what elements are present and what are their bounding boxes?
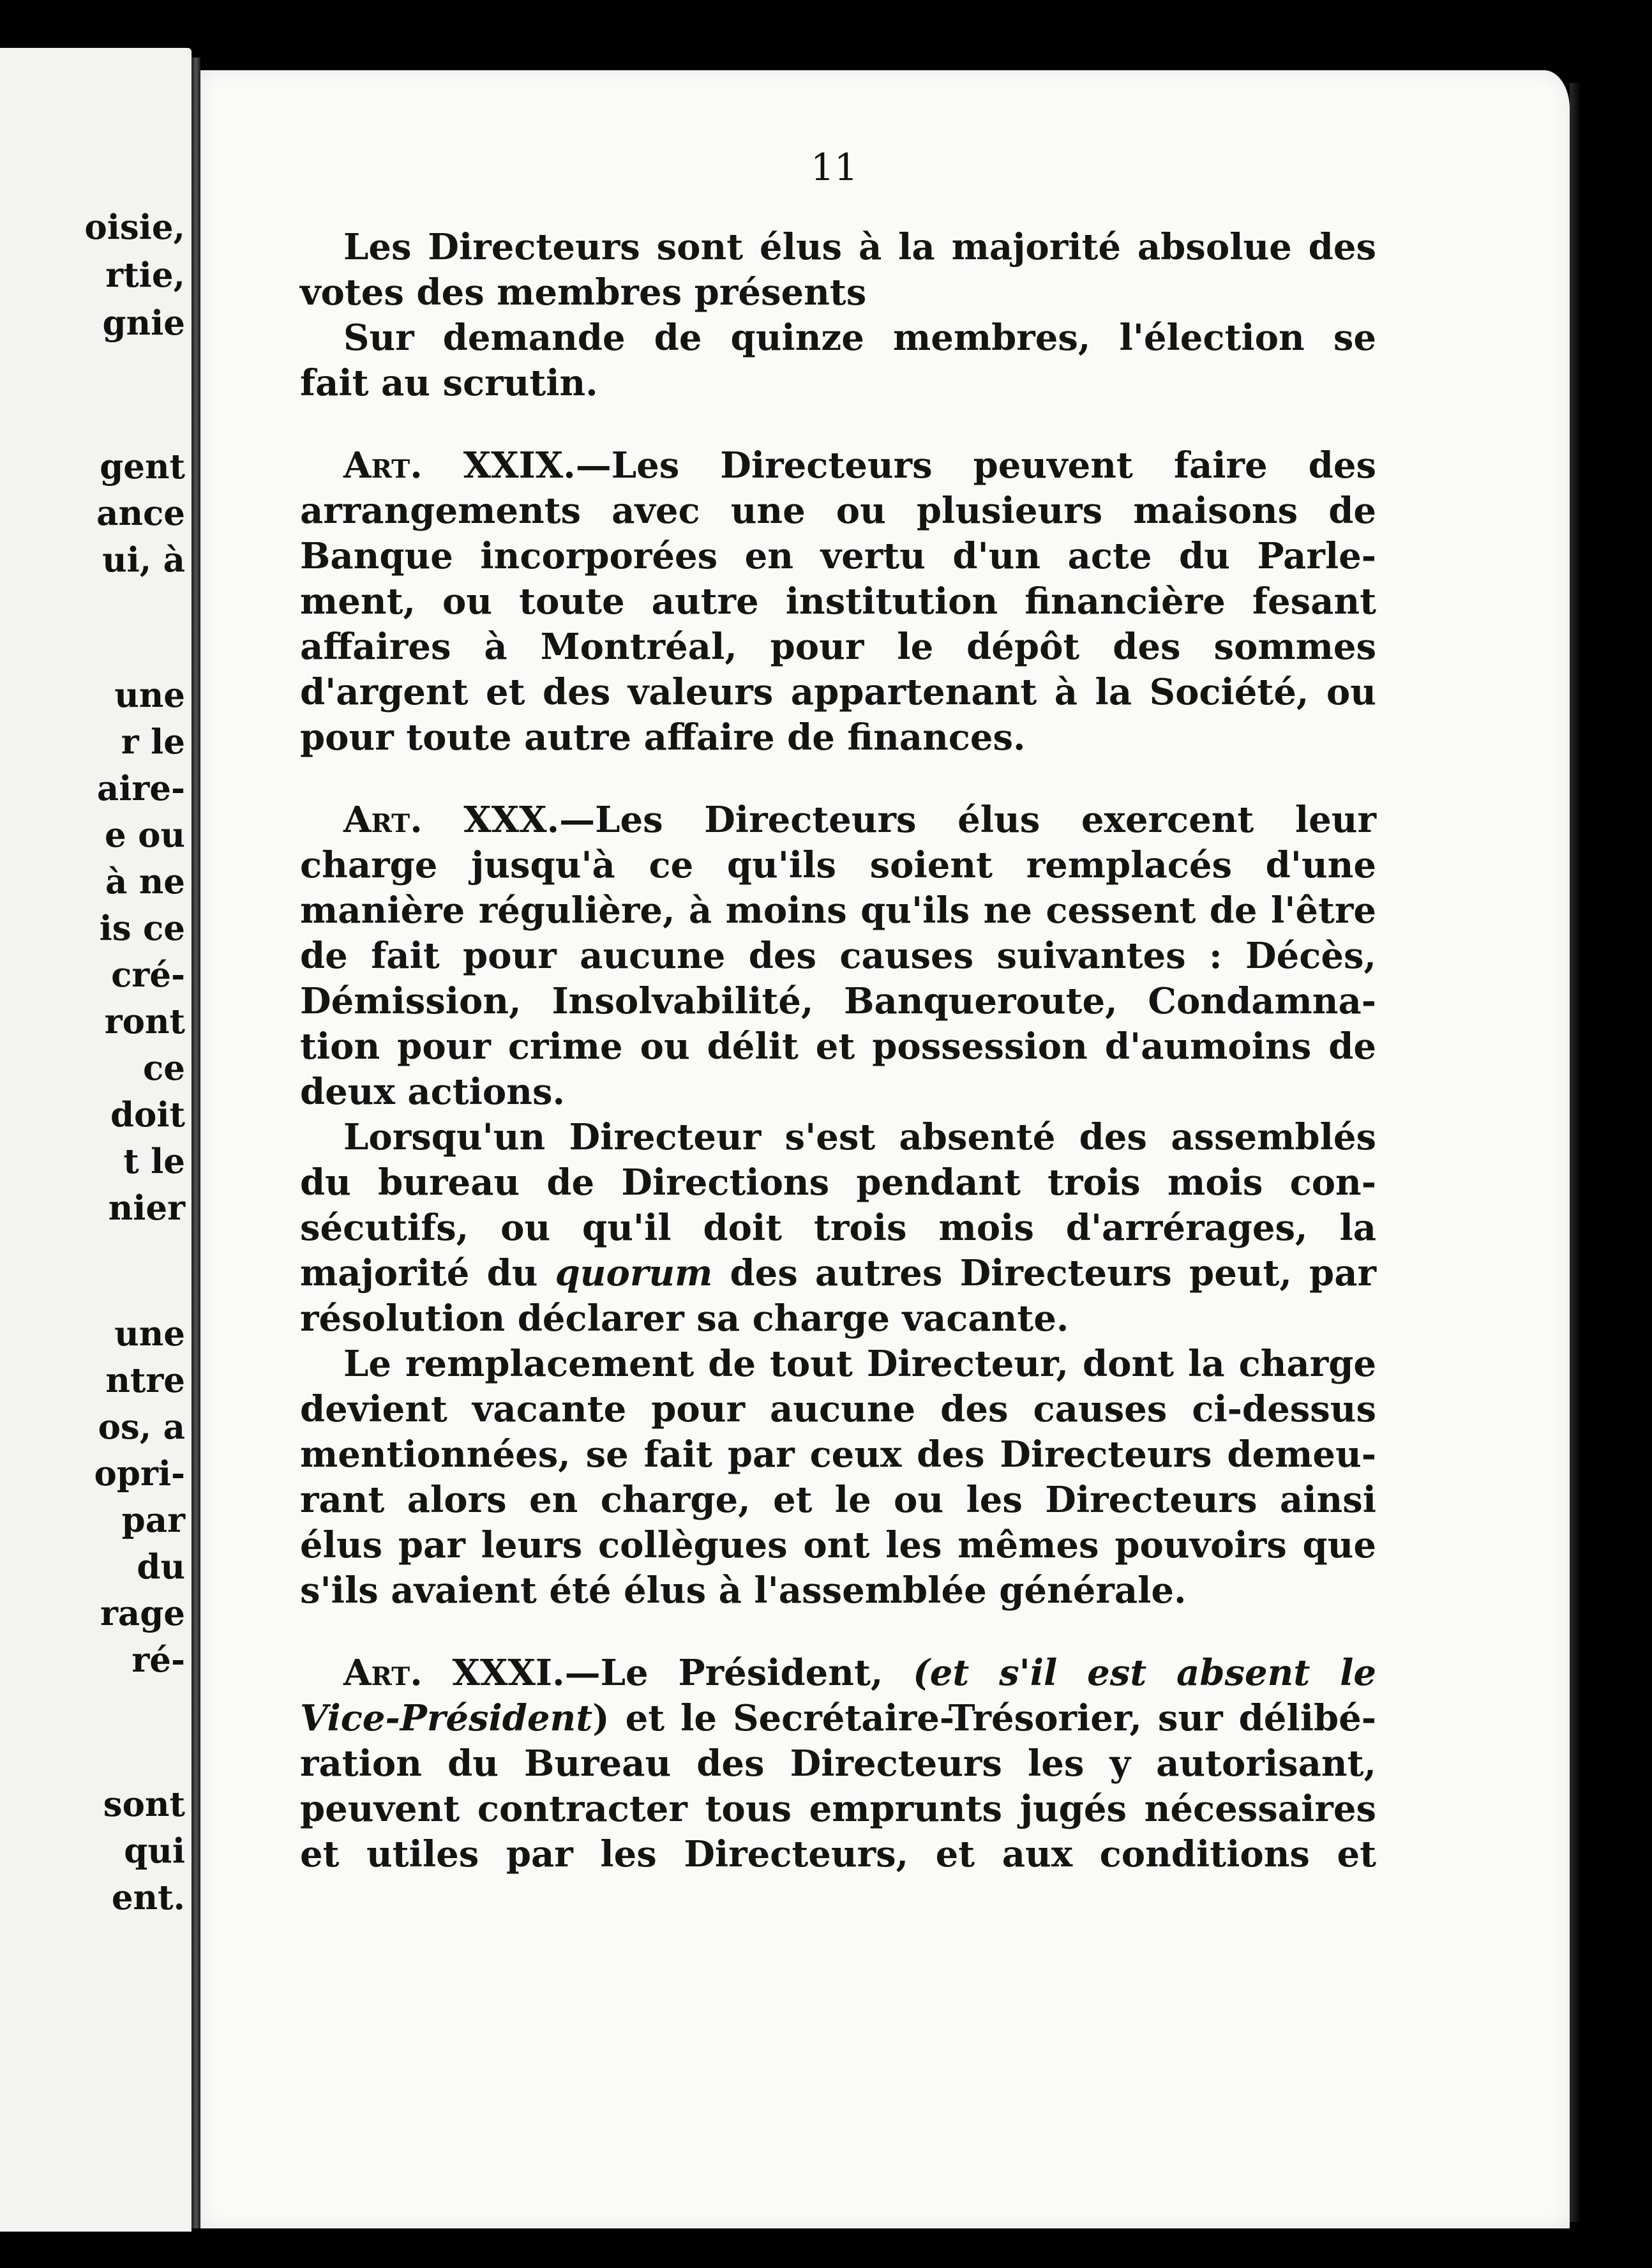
text-line: d'argent et des valeurs appartenant à la Société, ou [300, 671, 1376, 713]
text-line: ration du Bureau des Directeurs les y autorisant, [300, 1743, 1376, 1785]
previous-page-fragment: par [121, 1501, 185, 1540]
previous-page-fragment: r le [121, 722, 185, 762]
text-line: Banque incorporées en vertu d'un acte du Parle- [300, 535, 1376, 577]
previous-page-fragment: du [137, 1547, 185, 1587]
previous-page-fragment: doit [110, 1095, 185, 1135]
text-line: et utiles par les Directeurs, et aux conditions et [300, 1833, 1376, 1875]
previous-page-fragment: ui, à [102, 540, 185, 580]
previous-page-fragment: is ce [99, 909, 185, 948]
text-line: Le remplacement de tout Directeur, dont la charge [343, 1343, 1376, 1385]
text-line: charge jusqu'à ce qu'ils soient remplacés d'une [300, 844, 1376, 886]
previous-page [0, 48, 191, 2232]
text-line: Lorsqu'un Directeur s'est absenté des assemblés [343, 1116, 1376, 1158]
previous-page-fragment: ntre [105, 1361, 185, 1400]
previous-page-fragment: sont [103, 1785, 185, 1824]
book-gutter [191, 57, 200, 2228]
text-line: Sur demande de quinze membres, l'élection se [343, 317, 1376, 359]
text-line: fait au scrutin. [300, 362, 598, 404]
previous-page-fragment: une [114, 1314, 185, 1354]
article-29-label: Art. XXIX. [343, 444, 576, 487]
page-text [300, 225, 1376, 1877]
text-line: majorité du quorum des autres Directeurs peut, par [300, 1252, 1376, 1294]
text-line: manière régulière, à moins qu'ils ne cessent de l'être [300, 889, 1376, 932]
previous-page-fragment: à ne [105, 862, 185, 902]
text-line: deux actions. [300, 1071, 565, 1113]
previous-page-fragment: nier [108, 1188, 185, 1228]
previous-page-fragment: ré- [131, 1640, 185, 1680]
previous-page-fragment: ent. [111, 1878, 185, 1917]
text-line: affaires à Montréal, pour le dépôt des sommes [300, 626, 1376, 668]
text-line: pour toute autre affaire de finances. [300, 716, 1026, 759]
previous-page-fragment: gent [100, 447, 185, 487]
article-31-heading-line: Art. XXXI.—Le Président, (et s'il est absent le [343, 1652, 1376, 1694]
text-line: votes des membres présents [300, 271, 867, 314]
previous-page-fragment: gnie [102, 303, 185, 343]
previous-page-fragment: os, a [98, 1407, 185, 1447]
previous-page-fragment: opri- [94, 1454, 185, 1493]
previous-page-fragment: oisie, [84, 208, 185, 247]
previous-page-fragment: rage [100, 1594, 185, 1633]
previous-page-fragment: t le [123, 1142, 185, 1181]
article-29-heading-line: Art. XXIX.—Les Directeurs peuvent faire des [343, 444, 1376, 487]
page-number: 11 [811, 146, 858, 189]
page-edge-shadow [1570, 83, 1581, 2222]
text-line: du bureau de Directions pendant trois mois con- [300, 1161, 1376, 1204]
previous-page-fragment: une [114, 676, 185, 715]
text-line: mentionnées, se fait par ceux des Directeurs demeu- [300, 1433, 1376, 1476]
previous-page-fragment: e ou [104, 815, 185, 855]
previous-page-fragment: qui [124, 1831, 185, 1871]
previous-page-fragment: ront [104, 1002, 185, 1041]
text-line: rant alors en charge, et le ou les Directeurs ainsi [300, 1479, 1376, 1521]
previous-page-fragment: ce [143, 1048, 185, 1088]
text-line: devient vacante pour aucune des causes ci-dessus [300, 1388, 1376, 1430]
article-30-heading-line: Art. XXX.—Les Directeurs élus exercent leur [343, 799, 1376, 841]
text-line: tion pour crime ou délit et possession d'aumoins de [300, 1025, 1376, 1068]
text-line: élus par leurs collègues ont les mêmes pouvoirs que [300, 1524, 1376, 1566]
text-line: Vice-Président) et le Secrétaire-Trésorier, sur délibé- [300, 1697, 1376, 1739]
previous-page-fragment: rtie, [105, 255, 185, 295]
text-line: Les Directeurs sont élus à la majorité absolue des [343, 226, 1376, 268]
article-30-label: Art. XXX. [343, 799, 560, 841]
text-line: de fait pour aucune des causes suivantes : Décès, [300, 935, 1376, 977]
text-line: sécutifs, ou qu'il doit trois mois d'arrérages, la [300, 1207, 1376, 1249]
previous-page-fragment: cré- [111, 955, 185, 995]
text-line: peuvent contracter tous emprunts jugés nécessaires [300, 1788, 1376, 1830]
text-line: ment, ou toute autre institution financière fesant [300, 580, 1376, 623]
text-line: Démission, Insolvabilité, Banqueroute, Condamna- [300, 980, 1376, 1022]
text-line: s'ils avaient été élus à l'assemblée générale. [300, 1569, 1187, 1612]
quorum-italic: quorum [555, 1252, 713, 1294]
article-31-label: Art. XXXI. [343, 1652, 565, 1694]
text-line: arrangements avec une ou plusieurs maisons de [300, 490, 1376, 532]
text-line: résolution déclarer sa charge vacante. [300, 1297, 1069, 1340]
previous-page-fragment: ance [96, 494, 185, 533]
previous-page-fragment: aire- [96, 769, 185, 808]
